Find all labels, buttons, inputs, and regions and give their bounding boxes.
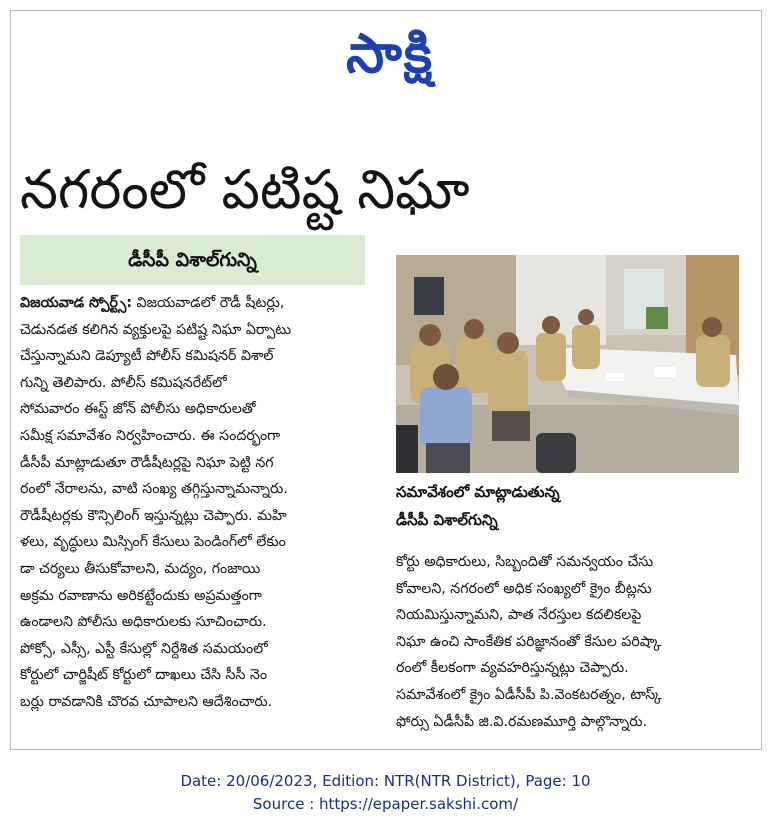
meeting-photo [396,255,739,473]
body-line: డా చర్యలు తీసుకోవాలని, మద్యం, గంజాయి [20,560,261,577]
body-line: డీసీపీ మాట్లాడుతూ రౌడీషీటర్లపై నిఘా పెట్టి నగ [20,454,274,471]
edition-info: Date: 20/06/2023, Edition: NTR(NTR District), Page: 10 [180,772,591,790]
masthead-logo: సాక్షి [346,22,434,85]
body-line: బర్లు రావడానికి చొరవ చూపాలని ఆదేశించారు. [20,693,273,710]
body-line: కోవాలని, నగరంలో అధిక సంఖ్యలో క్రైం బీట్లను [396,580,652,597]
body-line: అక్రమ రవాణాను అరికట్టేందుకు అప్రమత్తంగా [20,587,262,604]
body-line: ళలు, వృద్ధులు మిస్సింగ్ కేసులు పెండింగ్‌లో లేకుం [20,534,286,551]
body-line: నియమిస్తున్నామని, పాత నేరస్తుల కదలికలపై [396,607,642,624]
body-line: పోక్సో, ఎస్సీ, ఎస్టీ కేసుల్లో నిర్దేశిత సమయంలో [20,640,268,657]
photo-caption [396,478,739,534]
body-line: నిఘా ఉంచి సాంకేతిక పరిజ్ఞానంతో కేసుల పరిష్కా [396,633,662,650]
body-line: రంలో కీలకంగా వ్యవహరిస్తున్నట్లు చెప్పారు. [396,660,629,677]
body-line: కోర్టు అధికారులు, సిబ్బందితో సమన్వయం చేసు [396,554,654,570]
body-line: రంలో నేరాలను, వాటి సంఖ్య తగ్గిస్తున్నామన్నారు. [20,481,288,498]
caption-line: డీసీపీ విశాల్‌గున్ని [396,511,498,529]
body-line: ఫోర్సు ఏడీసీపీ జి.వి.రమణమూర్తి పాల్గొన్నారు. [396,713,648,730]
caption-line: సమావేశంలో మాట్లాడుతున్న [396,483,560,501]
body-line: సమీక్ష సమావేశం నిర్వహించారు. ఈ సందర్భంగా [20,427,281,444]
body-line: గున్ని తెలిపారు. పోలీస్ కమిషనరేట్‌లో [20,374,227,391]
body-line: ఉండాలని పోలీసు అధికారులకు సూచించారు. [20,614,267,631]
article-body-left [20,290,382,716]
body-line: సోమవారం ఈస్ట్ జోన్ పోలీసు అధికారులతో [20,401,256,418]
body-line: సమావేశంలో క్రైం ఏడీసీపీ పి.వెంకటరత్నం, టాస్క్ [396,686,662,703]
byline: డీసీపీ విశాల్‌గున్ని [128,249,257,271]
dateline: విజయవాడ స్పోర్ట్స్: [20,295,133,311]
byline-box [20,235,365,285]
source-link[interactable]: Source : https://epaper.sakshi.com/ [252,795,519,813]
headline: నగరంలో పటిష్ట నిఘా [20,158,470,221]
body-line: చేస్తున్నామని డెప్యూటీ పోలీస్ కమిషనర్ విశాల్ [20,348,274,365]
article-body-right [396,549,741,735]
body-line: విజయవాడ స్పోర్ట్స్: విజయవాడలో రౌడీ షీటర్లు, [20,295,285,311]
footer [0,770,771,816]
body-line: కోర్టులో చార్జిషీట్ కోర్టులో దాఖలు చేసి సీసీ నెం [20,667,268,684]
body-line: చెడునడత కలిగిన వ్యక్తులపై పటిష్ట నిఘా ఏర్పాటు [20,321,292,338]
body-line: రౌడీషీటర్లకు కౌన్సిలింగ్ ఇస్తున్నట్లు చెప్పారు. మహి [20,507,287,524]
